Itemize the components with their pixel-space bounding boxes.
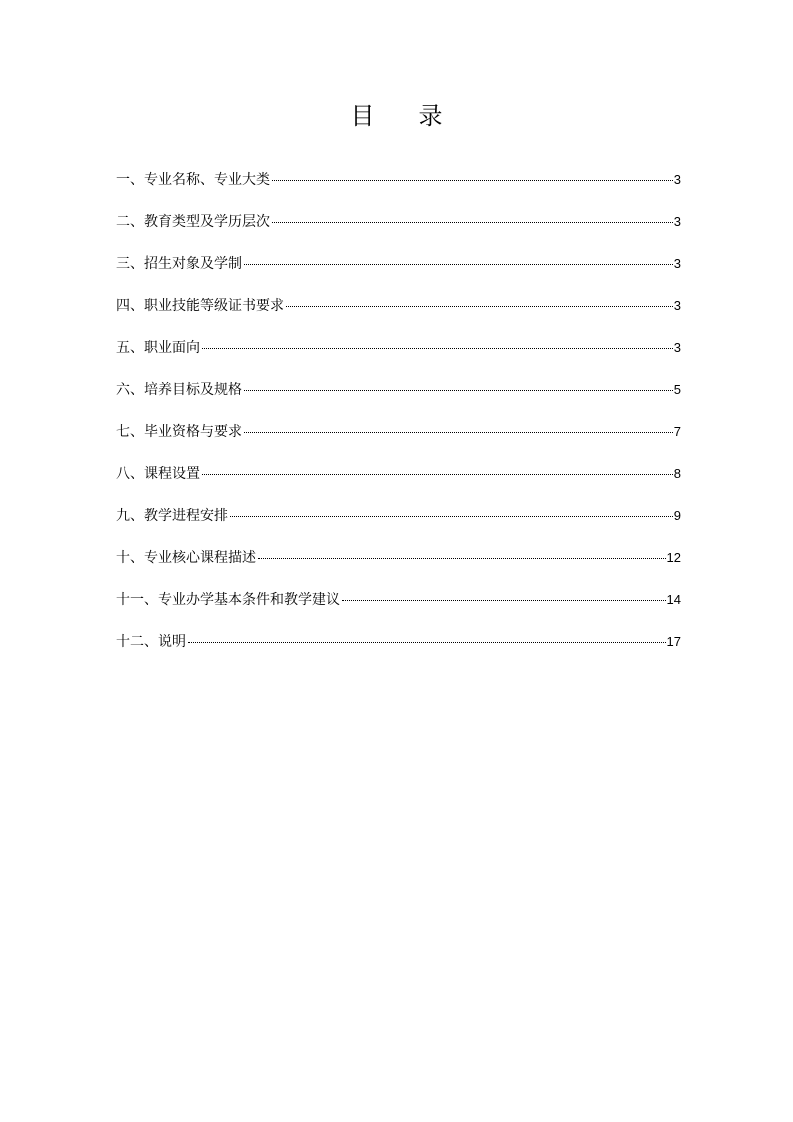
toc-entry-label: 十二、说明 xyxy=(116,634,186,650)
toc-entry-label: 三、招生对象及学制 xyxy=(116,256,242,272)
toc-entry-page: 12 xyxy=(666,550,681,565)
toc-leader-dots xyxy=(202,348,673,349)
toc-entry-label: 二、教育类型及学历层次 xyxy=(116,214,270,230)
toc-leader-dots xyxy=(244,390,673,391)
toc-entry-label: 五、职业面向 xyxy=(116,340,200,356)
toc-entry-6[interactable] xyxy=(116,378,681,420)
toc-entry-1[interactable] xyxy=(116,168,681,210)
toc-entry-page: 3 xyxy=(673,256,681,271)
toc-leader-dots xyxy=(230,516,673,517)
toc-entry-page: 14 xyxy=(666,592,681,607)
toc-entry-page: 3 xyxy=(673,340,681,355)
title-char-1: 目 xyxy=(350,102,375,130)
toc-entry-page: 8 xyxy=(673,466,681,481)
toc-entry-label: 四、职业技能等级证书要求 xyxy=(116,298,284,314)
toc-entry-12[interactable] xyxy=(116,630,681,672)
toc-entry-5[interactable] xyxy=(116,336,681,378)
toc-entry-label: 八、课程设置 xyxy=(116,466,200,482)
toc-entry-label: 六、培养目标及规格 xyxy=(116,382,242,398)
toc-entry-page: 3 xyxy=(673,172,681,187)
toc-leader-dots xyxy=(244,432,673,433)
page-title xyxy=(0,100,793,132)
toc-leader-dots xyxy=(202,474,673,475)
toc-entry-page: 9 xyxy=(673,508,681,523)
toc-entry-label: 九、教学进程安排 xyxy=(116,508,228,524)
toc-entry-label: 十、专业核心课程描述 xyxy=(116,550,256,566)
toc-entry-label: 一、专业名称、专业大类 xyxy=(116,172,270,188)
toc-entry-page: 3 xyxy=(673,214,681,229)
toc-entry-label: 七、毕业资格与要求 xyxy=(116,424,242,440)
title-char-2: 录 xyxy=(418,102,443,130)
toc-leader-dots xyxy=(286,306,673,307)
toc-leader-dots xyxy=(188,642,666,643)
toc-leader-dots xyxy=(258,558,666,559)
toc-entry-2[interactable] xyxy=(116,210,681,252)
toc-entry-10[interactable] xyxy=(116,546,681,588)
toc-entry-page: 17 xyxy=(666,634,681,649)
toc-leader-dots xyxy=(272,180,673,181)
toc-leader-dots xyxy=(272,222,673,223)
toc-entry-3[interactable] xyxy=(116,252,681,294)
toc-entry-page: 3 xyxy=(673,298,681,313)
toc-entry-label: 十一、专业办学基本条件和教学建议 xyxy=(116,592,340,608)
toc-entry-8[interactable] xyxy=(116,462,681,504)
toc-entry-7[interactable] xyxy=(116,420,681,462)
toc-entry-page: 7 xyxy=(673,424,681,439)
toc-entry-page: 5 xyxy=(673,382,681,397)
toc-entry-4[interactable] xyxy=(116,294,681,336)
table-of-contents xyxy=(116,168,681,672)
toc-entry-9[interactable] xyxy=(116,504,681,546)
toc-entry-11[interactable] xyxy=(116,588,681,630)
toc-leader-dots xyxy=(244,264,673,265)
toc-leader-dots xyxy=(342,600,666,601)
